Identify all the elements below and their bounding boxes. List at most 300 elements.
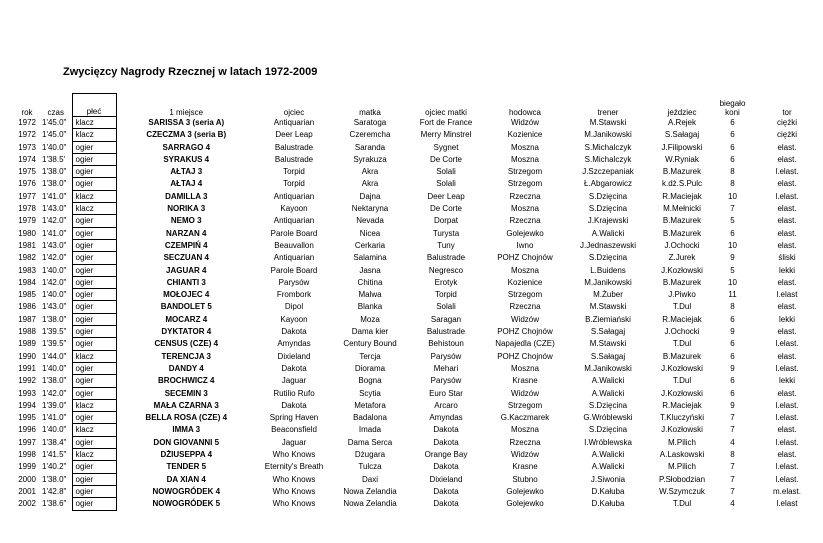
table-row bbox=[14, 375, 823, 387]
cell-ojciec: Antiquarian bbox=[273, 216, 315, 226]
cell-czas: 1'41.0" bbox=[42, 228, 67, 238]
table-row bbox=[14, 313, 823, 325]
cell-tor: l.elast. bbox=[775, 191, 799, 201]
cell-ojciec: Dakota bbox=[281, 327, 307, 337]
header-rok: rok bbox=[21, 107, 33, 117]
cell-biegalo-koni: 10 bbox=[728, 191, 737, 201]
cell-czas: 1'42.0" bbox=[42, 277, 67, 287]
cell-plec: klacz bbox=[72, 117, 116, 129]
cell-miejsce: BROCHWICZ 4 bbox=[158, 376, 215, 386]
cell-tor: l.elast. bbox=[775, 400, 799, 410]
table-row bbox=[14, 276, 823, 288]
cell-tor: śliski bbox=[778, 253, 796, 263]
cell-plec: ogier bbox=[72, 461, 116, 473]
cell-biegalo-koni: 8 bbox=[730, 302, 735, 312]
cell-miejsce: NOWOGRÓDEK 4 bbox=[152, 486, 221, 496]
cell-plec: ogier bbox=[72, 178, 116, 190]
cell-ojciec-matki: Merry Minstrel bbox=[420, 130, 472, 140]
cell-jezdziec: B.Mazurek bbox=[662, 351, 702, 361]
cell-biegalo-koni: 7 bbox=[730, 425, 735, 435]
cell-ojciec: Beauvallon bbox=[274, 240, 314, 250]
cell-jezdziec: J.Piwko bbox=[668, 290, 696, 300]
cell-trener: S.Dzięcina bbox=[588, 191, 628, 201]
cell-tor: l.elast. bbox=[775, 167, 799, 177]
cell-czas: 1'45.0" bbox=[42, 118, 67, 127]
cell-miejsce: DŻIUSEPPA 4 bbox=[160, 450, 213, 460]
cell-ojciec: Rutilio Rufo bbox=[273, 388, 315, 398]
cell-biegalo-koni: 6 bbox=[730, 376, 735, 386]
cell-matka: Dama Serca bbox=[347, 437, 393, 447]
cell-plec: ogier bbox=[72, 326, 116, 338]
cell-matka: Nowa Zelandia bbox=[343, 499, 397, 509]
cell-jezdziec: M.Pilich bbox=[667, 437, 696, 447]
cell-plec: klacz bbox=[72, 190, 116, 202]
cell-trener: M.Janikowski bbox=[584, 363, 632, 373]
cell-tor: elast. bbox=[777, 388, 797, 398]
cell-jezdziec: J.Ochocki bbox=[664, 240, 700, 250]
cell-czas: 1'38.0" bbox=[42, 179, 67, 189]
cell-matka: Chitina bbox=[357, 277, 383, 287]
cell-matka: Imada bbox=[358, 425, 382, 435]
cell-biegalo-koni: 6 bbox=[730, 118, 735, 127]
cell-matka: Tercja bbox=[359, 351, 381, 361]
cell-rok: 1972 bbox=[18, 118, 36, 127]
header-czas: czas bbox=[47, 107, 64, 117]
cell-hodowca: Krasne bbox=[512, 462, 538, 472]
cell-hodowca: Rzeczna bbox=[509, 302, 541, 312]
cell-trener: S.Michalczyk bbox=[584, 154, 632, 164]
cell-ojciec: Frombork bbox=[276, 290, 312, 300]
cell-miejsce: DA XIAN 4 bbox=[166, 474, 206, 484]
cell-matka: Syrakuza bbox=[353, 154, 387, 164]
cell-matka: Nevada bbox=[356, 216, 384, 226]
cell-plec: ogier bbox=[72, 264, 116, 276]
cell-ojciec: Balustrade bbox=[274, 142, 314, 152]
cell-matka: Scytia bbox=[359, 388, 381, 398]
table-row bbox=[14, 117, 823, 129]
cell-jezdziec: J.Kozłowski bbox=[661, 425, 703, 435]
cell-rok: 1993 bbox=[18, 388, 36, 398]
cell-rok: 1999 bbox=[18, 462, 36, 472]
cell-ojciec: Dakota bbox=[281, 400, 307, 410]
table-row bbox=[14, 412, 823, 424]
cell-miejsce: MOCARZ 4 bbox=[165, 314, 208, 324]
cell-ojciec-matki: Parysów bbox=[430, 376, 462, 386]
header-biegalo-koni: biegało koni bbox=[719, 98, 746, 117]
cell-hodowca: Moszna bbox=[510, 142, 539, 152]
header-matka: matka bbox=[359, 107, 381, 117]
cell-biegalo-koni: 7 bbox=[730, 462, 735, 472]
cell-plec: ogier bbox=[72, 227, 116, 239]
cell-rok: 2000 bbox=[18, 474, 36, 484]
cell-miejsce: TENDER 5 bbox=[166, 462, 207, 472]
cell-matka: Moza bbox=[360, 314, 380, 324]
cell-jezdziec: M.Mełnicki bbox=[663, 204, 701, 214]
cell-czas: 1'40.0" bbox=[42, 265, 67, 275]
cell-trener: A.Walicki bbox=[591, 228, 625, 238]
cell-ojciec: Kayoon bbox=[280, 314, 308, 324]
cell-czas: 1'43.0" bbox=[42, 240, 67, 250]
cell-hodowca: Rzeczna bbox=[509, 216, 541, 226]
cell-ojciec: Jaguar bbox=[281, 376, 307, 386]
cell-jezdziec: T.Dul bbox=[672, 339, 692, 349]
cell-biegalo-koni: 4 bbox=[730, 437, 735, 447]
cell-matka: Century Bound bbox=[343, 339, 397, 349]
cell-tor: lekki bbox=[778, 314, 795, 324]
cell-miejsce: SECZUAN 4 bbox=[163, 253, 209, 263]
header-hodowca: hodowca bbox=[508, 107, 542, 117]
cell-matka: Tulcza bbox=[358, 462, 382, 472]
cell-trener: S.Dzięcina bbox=[588, 425, 628, 435]
cell-miejsce: CENSUS (CZE) 4 bbox=[154, 339, 219, 349]
cell-hodowca: Strzegom bbox=[507, 400, 543, 410]
cell-biegalo-koni: 5 bbox=[730, 265, 735, 275]
cell-trener: M.Żuber bbox=[593, 290, 623, 300]
cell-plec: klacz bbox=[72, 203, 116, 215]
cell-jezdziec: R.Maciejak bbox=[662, 191, 702, 201]
cell-hodowca: Moszna bbox=[510, 204, 539, 214]
cell-ojciec: Antiquarian bbox=[273, 118, 315, 127]
table-row bbox=[14, 485, 823, 497]
cell-ojciec-matki: Negresco bbox=[428, 265, 464, 275]
cell-hodowca: Moszna bbox=[510, 265, 539, 275]
cell-matka: Nektaryna bbox=[351, 204, 389, 214]
cell-miejsce: BELLA ROSA (CZE) 4 bbox=[145, 413, 228, 423]
cell-biegalo-koni: 6 bbox=[730, 154, 735, 164]
cell-trener: M.Stawski bbox=[589, 339, 627, 349]
cell-rok: 1994 bbox=[18, 400, 36, 410]
cell-czas: 1'42.0" bbox=[42, 388, 67, 398]
cell-trener: L.Buidens bbox=[590, 265, 626, 275]
cell-miejsce: NORIKA 3 bbox=[167, 204, 206, 214]
cell-matka: Akra bbox=[361, 179, 379, 189]
table-row bbox=[14, 326, 823, 338]
table-row bbox=[14, 129, 823, 141]
cell-tor: ciężki bbox=[776, 118, 797, 127]
cell-jezdziec: J.Kozłowski bbox=[661, 265, 703, 275]
cell-rok: 1974 bbox=[18, 154, 36, 164]
cell-matka: Dżugara bbox=[354, 450, 386, 460]
table-row bbox=[14, 203, 823, 215]
cell-rok: 1988 bbox=[18, 327, 36, 337]
cell-czas: 1'43.0" bbox=[42, 302, 67, 312]
cell-ojciec-matki: Dakota bbox=[433, 486, 459, 496]
cell-rok: 1975 bbox=[18, 167, 36, 177]
cell-ojciec-matki: Solali bbox=[436, 179, 456, 189]
cell-rok: 1978 bbox=[18, 204, 36, 214]
cell-czas: 1'39.5" bbox=[42, 327, 67, 337]
cell-jezdziec: J.Filipowski bbox=[661, 142, 703, 152]
cell-biegalo-koni: 10 bbox=[728, 277, 737, 287]
cell-rok: 1982 bbox=[18, 253, 36, 263]
cell-tor: ciężki bbox=[776, 130, 797, 140]
cell-miejsce: NEMO 3 bbox=[170, 216, 202, 226]
cell-matka: Daxi bbox=[361, 474, 378, 484]
cell-ojciec-matki: Erotyk bbox=[434, 277, 458, 287]
cell-miejsce: SARISSA 3 (seria A) bbox=[148, 118, 225, 127]
table-row bbox=[14, 252, 823, 264]
cell-ojciec-matki: Dorpat bbox=[433, 216, 458, 226]
cell-biegalo-koni: 9 bbox=[730, 363, 735, 373]
cell-trener: A.Walicki bbox=[591, 450, 625, 460]
cell-tor: elast. bbox=[777, 450, 797, 460]
cell-ojciec: Balustrade bbox=[274, 154, 314, 164]
cell-plec: ogier bbox=[72, 436, 116, 448]
cell-tor: elast. bbox=[777, 142, 797, 152]
cell-miejsce: AŁTAJ 3 bbox=[170, 167, 203, 177]
cell-miejsce: MOŁOJEC 4 bbox=[163, 290, 210, 300]
cell-ojciec: Beaconsfield bbox=[271, 425, 317, 435]
cell-ojciec: Parysów bbox=[278, 277, 310, 287]
cell-czas: 1'45.0" bbox=[42, 130, 67, 140]
table-row bbox=[14, 301, 823, 313]
cell-miejsce: TERENCJA 3 bbox=[161, 351, 211, 361]
cell-matka: Malwa bbox=[358, 290, 382, 300]
cell-ojciec-matki: Euro Star bbox=[429, 388, 463, 398]
cell-miejsce: DON GIOVANNI 5 bbox=[153, 437, 220, 447]
cell-matka: Saratoga bbox=[353, 118, 387, 127]
cell-matka: Nicea bbox=[359, 228, 381, 238]
cell-ojciec: Who Knows bbox=[272, 450, 316, 460]
cell-plec: ogier bbox=[72, 215, 116, 227]
cell-trener: S.Sałagaj bbox=[590, 351, 626, 361]
cell-ojciec-matki: Solali bbox=[436, 167, 456, 177]
cell-rok: 1987 bbox=[18, 314, 36, 324]
cell-matka: Bogna bbox=[358, 376, 382, 386]
cell-miejsce: NOWOGRÓDEK 5 bbox=[152, 499, 221, 509]
cell-ojciec-matki: Parysów bbox=[430, 351, 462, 361]
cell-biegalo-koni: 7 bbox=[730, 204, 735, 214]
cell-plec: ogier bbox=[72, 252, 116, 264]
cell-jezdziec: P.Słobodzian bbox=[658, 474, 706, 484]
cell-rok: 1991 bbox=[18, 363, 36, 373]
cell-plec: ogier bbox=[72, 412, 116, 424]
cell-tor: elast. bbox=[777, 327, 797, 337]
cell-plec: klacz bbox=[72, 449, 116, 461]
cell-czas: 1'44.0" bbox=[42, 351, 67, 361]
cell-rok: 1972 bbox=[18, 130, 36, 140]
cell-matka: Jasna bbox=[359, 265, 381, 275]
cell-jezdziec: B.Mazurek bbox=[662, 228, 702, 238]
cell-biegalo-koni: 8 bbox=[730, 179, 735, 189]
cell-rok: 2002 bbox=[18, 499, 36, 509]
cell-czas: 1'40.0" bbox=[42, 363, 67, 373]
cell-ojciec-matki: Dakota bbox=[433, 499, 459, 509]
cell-biegalo-koni: 7 bbox=[730, 486, 735, 496]
cell-plec: klacz bbox=[72, 399, 116, 411]
cell-rok: 1976 bbox=[18, 179, 36, 189]
cell-tor: l.elast bbox=[776, 290, 798, 300]
cell-jezdziec: J.Ochocki bbox=[664, 327, 700, 337]
cell-jezdziec: T.Dul bbox=[672, 376, 692, 386]
cell-plec: klacz bbox=[72, 424, 116, 436]
cell-plec: klacz bbox=[72, 129, 116, 141]
table-row bbox=[14, 498, 823, 510]
cell-hodowca: Rzeczna bbox=[509, 191, 541, 201]
cell-miejsce: SECEMIN 3 bbox=[164, 388, 208, 398]
cell-plec: ogier bbox=[72, 166, 116, 178]
cell-trener: A.Walicki bbox=[591, 376, 625, 386]
cell-rok: 2001 bbox=[18, 486, 36, 496]
cell-miejsce: NARZAN 4 bbox=[166, 228, 207, 238]
cell-plec: ogier bbox=[72, 301, 116, 313]
cell-miejsce: CHIANTI 3 bbox=[166, 277, 206, 287]
cell-jezdziec: W.Szymczuk bbox=[659, 486, 705, 496]
cell-matka: Akra bbox=[361, 167, 379, 177]
cell-trener: J.Jednaszewski bbox=[579, 240, 637, 250]
cell-trener: D.Kałuba bbox=[591, 486, 625, 496]
cell-rok: 1997 bbox=[18, 437, 36, 447]
cell-trener: M.Stawski bbox=[589, 302, 627, 312]
cell-rok: 1981 bbox=[18, 240, 36, 250]
cell-rok: 1996 bbox=[18, 425, 36, 435]
cell-czas: 1'40.2" bbox=[42, 462, 67, 472]
cell-ojciec: Spring Haven bbox=[269, 413, 319, 423]
cell-czas: 1'39.0" bbox=[42, 400, 67, 410]
cell-czas: 1'41.0" bbox=[42, 413, 67, 423]
cell-biegalo-koni: 6 bbox=[730, 130, 735, 140]
header-jezdziec: jeździec bbox=[667, 107, 697, 117]
cell-trener: D.Kałuba bbox=[591, 499, 625, 509]
cell-czas: 1'38.5' bbox=[42, 154, 66, 164]
cell-jezdziec: B.Mazurek bbox=[662, 216, 702, 226]
cell-ojciec: Jaguar bbox=[281, 437, 307, 447]
cell-miejsce: MAŁA CZARNA 3 bbox=[153, 400, 219, 410]
cell-ojciec: Dipol bbox=[284, 302, 304, 312]
cell-rok: 1990 bbox=[18, 351, 36, 361]
cell-czas: 1'39.5" bbox=[42, 339, 67, 349]
cell-tor: elast. bbox=[777, 277, 797, 287]
cell-tor: l.elast. bbox=[775, 462, 799, 472]
cell-jezdziec: k.dż.S.Pulc bbox=[661, 179, 702, 189]
cell-trener: A.Walicki bbox=[591, 388, 625, 398]
cell-tor: elast. bbox=[777, 425, 797, 435]
header-row bbox=[14, 94, 823, 117]
cell-jezdziec: A.Rejek bbox=[667, 118, 696, 127]
cell-jezdziec: B.Mazurek bbox=[662, 167, 702, 177]
cell-hodowca: Iwno bbox=[516, 240, 534, 250]
cell-tor: elast. bbox=[777, 204, 797, 214]
cell-biegalo-koni: 9 bbox=[730, 253, 735, 263]
cell-czas: 1'38.4" bbox=[42, 437, 67, 447]
cell-trener: G.Wróblewski bbox=[583, 413, 633, 423]
cell-czas: 1'38.6" bbox=[42, 499, 67, 509]
cell-rok: 1998 bbox=[18, 450, 36, 460]
cell-plec: ogier bbox=[72, 239, 116, 251]
cell-ojciec-matki: Tuny bbox=[437, 240, 455, 250]
cell-plec: ogier bbox=[72, 473, 116, 485]
cell-tor: elast. bbox=[777, 154, 797, 164]
cell-biegalo-koni: 9 bbox=[730, 327, 735, 337]
cell-rok: 1983 bbox=[18, 265, 36, 275]
cell-jezdziec: W.Ryniak bbox=[665, 154, 699, 164]
cell-tor: elast. bbox=[777, 240, 797, 250]
cell-hodowca: Widzów bbox=[510, 388, 539, 398]
cell-ojciec: Who Knows bbox=[272, 474, 316, 484]
cell-biegalo-koni: 6 bbox=[730, 228, 735, 238]
cell-plec: ogier bbox=[72, 387, 116, 399]
cell-tor: elast. bbox=[777, 302, 797, 312]
cell-jezdziec: R.Maciejak bbox=[662, 400, 702, 410]
cell-plec: ogier bbox=[72, 338, 116, 350]
cell-ojciec-matki: Sygnet bbox=[433, 142, 459, 152]
table-row bbox=[14, 141, 823, 153]
cell-ojciec-matki: Behistoun bbox=[428, 339, 464, 349]
cell-ojciec: Deer Leap bbox=[275, 130, 313, 140]
cell-ojciec: Who Knows bbox=[272, 499, 316, 509]
cell-miejsce: IMMA 3 bbox=[172, 425, 201, 435]
cell-ojciec: Antiquarian bbox=[273, 191, 315, 201]
cell-jezdziec: T.Kluczyński bbox=[659, 413, 704, 423]
table-row bbox=[14, 153, 823, 165]
cell-miejsce: AŁTAJ 4 bbox=[170, 179, 203, 189]
cell-miejsce: SYRAKUS 4 bbox=[163, 154, 210, 164]
cell-czas: 1'42.0" bbox=[42, 253, 67, 263]
cell-rok: 1985 bbox=[18, 290, 36, 300]
table-row bbox=[14, 350, 823, 362]
cell-biegalo-koni: 10 bbox=[728, 240, 737, 250]
cell-ojciec: Who Knows bbox=[272, 486, 316, 496]
cell-trener: M.Janikowski bbox=[584, 130, 632, 140]
cell-ojciec-matki: Balustrade bbox=[426, 327, 466, 337]
cell-ojciec-matki: Torpid bbox=[435, 290, 457, 300]
cell-ojciec-matki: De Corte bbox=[429, 204, 462, 214]
cell-ojciec-matki: Arcaro bbox=[434, 400, 458, 410]
cell-ojciec: Torpid bbox=[283, 167, 305, 177]
cell-tor: l.elast. bbox=[775, 339, 799, 349]
table-row bbox=[14, 449, 823, 461]
cell-biegalo-koni: 11 bbox=[728, 290, 737, 300]
cell-matka: Nowa Zelandia bbox=[343, 486, 397, 496]
cell-ojciec: Parole Board bbox=[270, 228, 318, 238]
cell-ojciec-matki: Dakota bbox=[433, 425, 459, 435]
cell-ojciec-matki: Amyndas bbox=[429, 413, 463, 423]
cell-ojciec-matki: Balustrade bbox=[426, 253, 466, 263]
table-row bbox=[14, 215, 823, 227]
cell-plec: ogier bbox=[72, 289, 116, 301]
cell-ojciec-matki: Dakota bbox=[433, 437, 459, 447]
cell-ojciec: Eternity's Breath bbox=[264, 462, 324, 472]
page-title: Zwycięzcy Nagrody Rzecznej w latach 1972-2009 bbox=[63, 66, 318, 78]
cell-biegalo-koni: 9 bbox=[730, 400, 735, 410]
cell-hodowca: Stubno bbox=[512, 474, 538, 484]
cell-biegalo-koni: 6 bbox=[730, 142, 735, 152]
cell-biegalo-koni: 5 bbox=[730, 216, 735, 226]
cell-hodowca: Krasne bbox=[512, 376, 538, 386]
cell-hodowca: POHZ Chojnów bbox=[497, 253, 553, 263]
cell-ojciec: Amyndas bbox=[277, 339, 311, 349]
cell-jezdziec: T.Dul bbox=[672, 499, 692, 509]
cell-jezdziec: B.Mazurek bbox=[662, 277, 702, 287]
table-row bbox=[14, 461, 823, 473]
cell-matka: Cerkaria bbox=[354, 240, 386, 250]
cell-hodowca: Napajedla (CZE) bbox=[495, 339, 555, 349]
cell-tor: elast. bbox=[777, 216, 797, 226]
cell-ojciec: Parole Board bbox=[270, 265, 318, 275]
cell-czas: 1'42.0" bbox=[42, 216, 67, 226]
cell-miejsce: BANDOLET 5 bbox=[160, 302, 212, 312]
cell-trener: Ł.Abgarowicz bbox=[583, 179, 633, 189]
header-miejsce: 1 miejsce bbox=[169, 107, 204, 117]
cell-czas: 1'41.0" bbox=[42, 191, 67, 201]
cell-jezdziec: J.Kozłowski bbox=[661, 363, 703, 373]
header-trener: trener bbox=[597, 107, 619, 117]
table-row bbox=[14, 178, 823, 190]
cell-trener: S.Dzięcina bbox=[588, 204, 628, 214]
cell-plec: ogier bbox=[72, 485, 116, 497]
cell-ojciec-matki: Dixieland bbox=[429, 474, 463, 484]
cell-ojciec-matki: De Corte bbox=[429, 154, 462, 164]
